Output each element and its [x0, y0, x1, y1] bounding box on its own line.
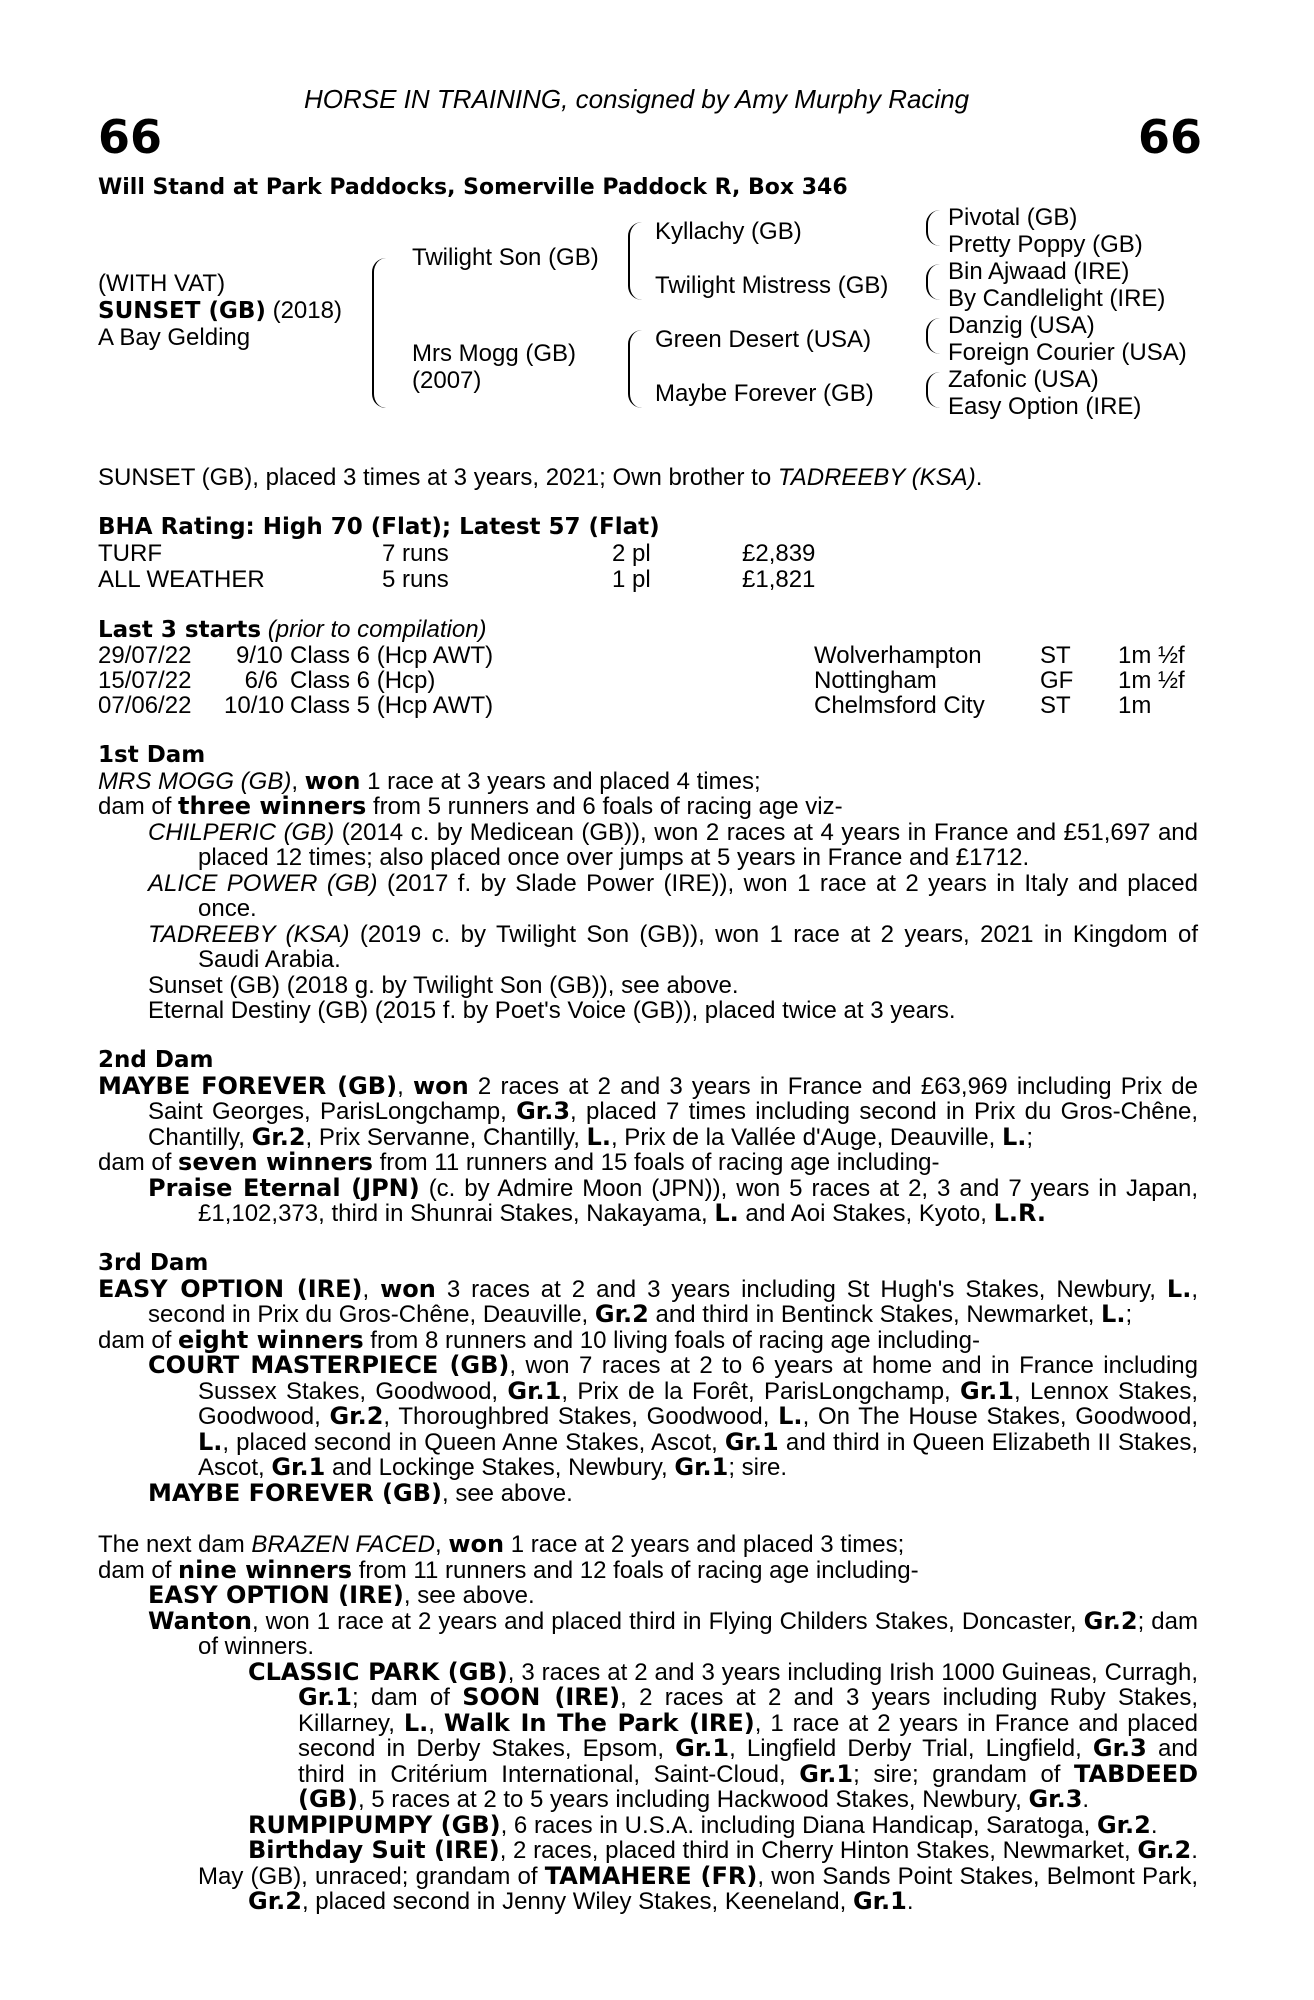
text-run: .	[1150, 1811, 1158, 1839]
text-run: , 2 races, placed third in Cherry Hinton Stakes, Newmarket,	[499, 1837, 1138, 1864]
text-run: , won 1 race at 2 years and placed third in Flying Childers Stakes, Doncaster,	[251, 1607, 1084, 1635]
text-run: 1 race at 3 years and placed 4 times;	[360, 767, 761, 795]
horse-description: A Bay Gelding	[98, 324, 251, 351]
produce-entry	[98, 922, 1198, 973]
text-run: ; dam of	[351, 1684, 463, 1711]
produce-name: TABDEED (GB)	[298, 1759, 1199, 1813]
produce-entry: Eternal Destiny (GB) (2015 f. by Poet's Voice (GB)), placed twice at 3 years.	[148, 997, 956, 1024]
grade-label: Gr.1	[507, 1376, 562, 1405]
rating-runs: 5 runs	[382, 566, 449, 593]
text-run: , 1 race at 2 years in France and placed second in Derby Stakes, Epsom,	[298, 1709, 1199, 1762]
rating-placed: 1 pl	[612, 566, 651, 593]
rating-runs: 7 runs	[382, 540, 449, 567]
horse-year: (2018)	[265, 297, 342, 324]
grade-label: Gr.2	[329, 1402, 384, 1430]
text-run: and third in Bentinck Stakes, Newmarket,	[648, 1301, 1102, 1328]
rating-surface: TURF	[98, 540, 162, 567]
text-run: and third in Critérium International, Saint-Cloud,	[298, 1735, 1198, 1788]
produce-name: Wanton	[148, 1606, 252, 1635]
text-run: , placed 7 times including second in Prix du Gros-Chêne, Chantilly,	[148, 1098, 1199, 1151]
text-run: (2014 c. by Medicean (GB)), won 2 races at 4 years in France and £51,697 and placed 12 times; also placed once over jumps at 5 years in France and £1712.	[198, 818, 1199, 871]
second-dam-heading: 2nd Dam	[98, 1047, 214, 1073]
produce-entry	[98, 1353, 1198, 1481]
text-run: , won Sands Point Stakes, Belmont Park,	[757, 1862, 1199, 1890]
summary-end: .	[975, 464, 983, 491]
grade-label: L.	[1002, 1122, 1027, 1151]
summary-brother: TADREEBY (KSA)	[777, 464, 976, 491]
produce-name: Birthday Suit (IRE)	[248, 1836, 500, 1864]
grade-label: Gr.2	[1137, 1836, 1192, 1864]
start-race: Class 6 (Hcp AWT)	[290, 642, 494, 669]
text-run: .	[1082, 1786, 1090, 1813]
text-run: ; dam of winners.	[198, 1607, 1198, 1660]
produce-name: MAYBE FOREVER (GB)	[148, 1478, 442, 1507]
produce-name: EASY OPTION (IRE)	[148, 1581, 404, 1609]
produce-entry	[98, 1173, 1198, 1227]
text-run: , see above.	[403, 1582, 535, 1609]
text-run: ;	[1125, 1301, 1133, 1328]
winners-count: seven winners	[178, 1148, 373, 1176]
pedigree-brace-sd	[926, 264, 942, 300]
grade-label: Gr.2	[594, 1300, 649, 1328]
start-going: ST	[1040, 692, 1071, 719]
text-run: ,	[435, 1531, 449, 1558]
produce-entry	[98, 1478, 1198, 1507]
produce-entry	[98, 1606, 1198, 1660]
pedigree-brace-dd	[926, 372, 942, 408]
text-run: dam of	[98, 1556, 179, 1584]
produce-name: TAMAHERE (FR)	[544, 1861, 758, 1890]
text-run: The next dam	[98, 1531, 252, 1558]
pedigree-dss: Danzig (USA)	[948, 312, 1095, 339]
dam-name: BRAZEN FACED	[251, 1531, 435, 1558]
text-run: , Lennox Stakes, Goodwood,	[198, 1377, 1199, 1430]
text-run: , see above.	[442, 1479, 573, 1507]
first-dam-section	[98, 743, 1198, 1024]
grade-label: L.	[778, 1402, 803, 1430]
stand-info: Will Stand at Park Paddocks, Somerville Paddock R, Box 346	[98, 175, 848, 200]
grade-label: L.	[198, 1427, 223, 1456]
pedigree-dam-dam: Maybe Forever (GB)	[655, 380, 874, 407]
third-dam-record: EASY OPTION (IRE), won 3 races at 2 and 3 years including St Hugh's Stakes, Newbury, L., second in Prix du Gros-Chêne, Deauville, Gr.2 and third in Bentinck Stakes, Newmarket, L.;	[98, 1274, 1198, 1328]
pedigree-dam-year: (2007)	[412, 367, 482, 394]
winners-count: three winners	[178, 792, 367, 820]
second-dam-produce-summary	[98, 1150, 1198, 1176]
rating-prize: £2,839	[742, 540, 816, 567]
won-label: won	[304, 766, 361, 795]
text-run: , 5 races at 2 to 5 years including Hackwood Stakes, Newbury,	[357, 1786, 1029, 1813]
consignment-header: HORSE IN TRAINING, consigned by Amy Murphy Racing	[304, 84, 970, 114]
start-race: Class 6 (Hcp)	[290, 667, 436, 694]
rating-placed: 2 pl	[612, 540, 651, 567]
produce-name: ALICE POWER (GB)	[148, 869, 378, 897]
start-going: ST	[1040, 642, 1071, 669]
text-run: , 3 races at 2 and 3 years including Irish 1000 Guineas, Curragh,	[507, 1658, 1198, 1686]
text-run: , Thoroughbred Stakes, Goodwood,	[383, 1403, 779, 1430]
lot-number-left: 66	[98, 110, 163, 164]
produce-name: RUMPIPUMPY (GB)	[248, 1810, 501, 1839]
second-dam-record: MAYBE FOREVER (GB), won 2 races at 2 and 3 years in France and £63,969 including Prix de Saint Georges, ParisLongchamp, Gr.3, placed 7 times including second in Prix du Gros-Chêne, Chantilly, Gr.2, Prix Servanne, Chantilly, L., Prix de la Vallée d'Auge, Deauville, L.;	[98, 1071, 1199, 1151]
winners-count: eight winners	[178, 1325, 364, 1354]
grade-label: L.R.	[993, 1199, 1047, 1227]
starts-heading-line	[98, 616, 487, 644]
text-run: from 8 runners and 10 living foals of racing age including-	[363, 1326, 980, 1354]
lot-number-right: 66	[1138, 110, 1203, 164]
start-going: GF	[1040, 667, 1074, 694]
summary-line	[98, 464, 982, 492]
pedigree-ssd: Pretty Poppy (GB)	[948, 231, 1143, 258]
grade-label: L.	[1101, 1300, 1126, 1328]
pedigree-sdd: By Candlelight (IRE)	[948, 285, 1166, 312]
grade-label: Gr.2	[1083, 1606, 1138, 1635]
rating-prize: £1,821	[742, 566, 816, 593]
text-run: ; sire; grandam of	[853, 1760, 1074, 1788]
text-run: 3 races at 2 and 3 years including St Hugh's Stakes, Newbury,	[435, 1275, 1167, 1303]
text-run: from 11 runners and 15 foals of racing age including-	[372, 1149, 940, 1176]
first-dam-heading: 1st Dam	[98, 742, 206, 768]
text-run: , Prix Servanne, Chantilly,	[305, 1123, 587, 1151]
start-position: 6/6	[244, 667, 278, 694]
text-run: 2 races at 2 and 3 years in France and £63,969 including Prix de Saint Georges, ParisLongchamp,	[148, 1072, 1198, 1125]
dam-name: MRS MOGG (GB)	[98, 767, 292, 795]
grade-label: Gr.1	[271, 1453, 326, 1481]
produce-entry: Sunset (GB) (2018 g. by Twilight Son (GB)), see above.	[148, 971, 739, 999]
grade-label: L.	[1166, 1274, 1192, 1303]
grade-label: Gr.1	[852, 1887, 907, 1915]
produce-name: CLASSIC PARK (GB)	[248, 1657, 508, 1686]
produce-name: Praise Eternal (JPN)	[148, 1173, 420, 1202]
text-run: , 6 races in U.S.A. including Diana Handicap, Saratoga,	[500, 1811, 1097, 1839]
grade-label: Gr.1	[298, 1683, 352, 1711]
grade-label: Gr.2	[248, 1887, 302, 1915]
pedigree-brace-dam	[628, 330, 644, 408]
start-distance: 1m	[1118, 692, 1152, 719]
horse-name: SUNSET (GB)	[98, 298, 266, 324]
next-dam-intro	[98, 1532, 1198, 1558]
pedigree-brace-ds	[926, 318, 942, 354]
start-course: Wolverhampton	[814, 642, 982, 669]
start-distance: 1m ½f	[1118, 667, 1185, 694]
pedigree-ddd: Easy Option (IRE)	[948, 393, 1142, 420]
pedigree-brace-main	[372, 258, 388, 408]
start-position: 10/10	[224, 692, 285, 719]
pedigree-sire: Twilight Son (GB)	[412, 244, 599, 271]
pedigree-brace-ss	[926, 210, 942, 246]
rating-heading: BHA Rating: High 70 (Flat); Latest 57 (Flat)	[98, 514, 660, 540]
first-dam-produce-summary	[98, 794, 1198, 820]
text-run: , Prix de la Vallée d'Auge, Deauville,	[610, 1123, 1002, 1151]
grade-label: Gr.1	[799, 1759, 854, 1788]
starts-note: (prior to compilation)	[261, 616, 487, 643]
grade-label: L.	[586, 1122, 611, 1151]
pedigree-dds: Zafonic (USA)	[948, 366, 1099, 393]
grade-label: Gr.1	[675, 1734, 730, 1762]
produce-name: Walk In The Park (IRE)	[443, 1708, 755, 1737]
grade-label: Gr.1	[960, 1376, 1014, 1405]
produce-entry	[98, 1583, 1198, 1609]
text-run: and third in Queen Elizabeth II Stakes, Ascot,	[198, 1428, 1198, 1481]
horse-name-line	[98, 297, 342, 325]
start-course: Nottingham	[814, 667, 937, 694]
third-dam-produce-summary	[98, 1325, 1198, 1354]
start-date: 29/07/22	[98, 642, 192, 669]
produce-entry	[98, 1838, 1198, 1864]
second-dam-section	[98, 1048, 1198, 1227]
won-label: won	[412, 1071, 469, 1100]
produce-entry	[98, 1657, 1199, 1813]
text-run: from 11 runners and 12 foals of racing age including-	[352, 1556, 919, 1584]
next-dam-produce-summary	[98, 1555, 1198, 1584]
start-date: 15/07/22	[98, 667, 192, 694]
start-course: Chelmsford City	[814, 692, 985, 719]
text-run: , Lingfield Derby Trial, Lingfield,	[729, 1735, 1093, 1762]
dam-name: MAYBE FOREVER (GB)	[98, 1071, 398, 1100]
text-run: ;	[1026, 1123, 1034, 1151]
grade-label: Gr.2	[251, 1122, 306, 1151]
produce-name: SOON (IRE)	[462, 1683, 621, 1711]
text-run: dam of	[98, 1326, 179, 1354]
start-date: 07/06/22	[98, 692, 192, 719]
produce-entry	[98, 820, 1198, 871]
text-run: , Prix de la Forêt, ParisLongchamp,	[561, 1377, 961, 1405]
start-position: 9/10	[236, 642, 283, 669]
text-run: dam of	[98, 793, 179, 820]
dam-name: EASY OPTION (IRE)	[98, 1274, 363, 1303]
text-run: , placed second in Jenny Wiley Stakes, Keeneland,	[301, 1888, 853, 1915]
third-dam-section	[98, 1251, 1198, 1506]
summary-text: SUNSET (GB), placed 3 times at 3 years, 2021; Own brother to	[98, 464, 778, 491]
start-distance: 1m ½f	[1118, 642, 1185, 669]
vat-label: (WITH VAT)	[98, 270, 226, 297]
text-run: , 2 races at 2 and 3 years including Ruby Stakes, Killarney,	[298, 1684, 1199, 1737]
text-run: 1 race at 2 years and placed 3 times;	[504, 1531, 905, 1558]
produce-name: CHILPERIC (GB)	[148, 818, 335, 846]
text-run: .	[1191, 1837, 1198, 1864]
third-dam-heading: 3rd Dam	[98, 1250, 209, 1276]
pedigree-sire-sire: Kyllachy (GB)	[655, 218, 802, 245]
produce-entry	[98, 871, 1198, 922]
text-run: dam of	[98, 1149, 179, 1176]
grade-label: Gr.2	[1096, 1810, 1151, 1839]
produce-entry	[98, 1810, 1198, 1839]
rating-surface: ALL WEATHER	[98, 566, 265, 593]
text-run: , second in Prix du Gros-Chêne, Deauville,	[148, 1275, 1198, 1328]
text-run: , won 7 races at 2 to 6 years at home and in France including Sussex Stakes, Goodwood,	[198, 1352, 1198, 1405]
text-run: (2019 c. by Twilight Son (GB)), won 1 race at 2 years, 2021 in Kingdom of Saudi Arabia.	[198, 920, 1199, 973]
grade-label: Gr.1	[674, 1453, 729, 1481]
text-run: (c. by Admire Moon (JPN)), won 5 races at 2, 3 and 7 years in Japan, £1,102,373, third in Shunrai Stakes, Nakayama,	[198, 1174, 1198, 1227]
text-run: ; sire.	[728, 1454, 787, 1481]
won-label: won	[380, 1274, 436, 1303]
text-run: , placed second in Queen Anne Stakes, Ascot,	[222, 1428, 725, 1456]
first-dam-intro: MRS MOGG (GB), won 1 race at 3 years and placed 4 times;	[98, 766, 761, 795]
pedigree-dam: Mrs Mogg (GB)	[412, 340, 577, 367]
pedigree-sds: Bin Ajwaad (IRE)	[948, 258, 1130, 285]
text-run: .	[906, 1888, 914, 1915]
grade-label: Gr.3	[516, 1097, 571, 1125]
produce-name: TADREEBY (KSA)	[148, 920, 350, 948]
grade-label: Gr.1	[724, 1427, 779, 1456]
next-dam-section	[98, 1532, 1198, 1915]
text-run: and Lockinge Stakes, Newbury,	[325, 1454, 675, 1481]
pedigree-sire-dam: Twilight Mistress (GB)	[655, 272, 889, 299]
start-race: Class 5 (Hcp AWT)	[290, 692, 494, 719]
pedigree-dsd: Foreign Courier (USA)	[948, 339, 1187, 366]
winners-count: nine winners	[178, 1555, 353, 1584]
produce-name: COURT MASTERPIECE (GB)	[148, 1351, 510, 1379]
text-run: and Aoi Stakes, Kyoto,	[738, 1200, 994, 1227]
grade-label: Gr.3	[1092, 1734, 1147, 1762]
grade-label: L.	[403, 1708, 429, 1737]
text-run: ,	[428, 1709, 444, 1737]
grade-label: Gr.3	[1028, 1785, 1083, 1813]
pedigree-dam-sire: Green Desert (USA)	[655, 326, 872, 353]
pedigree-brace-sire	[628, 222, 644, 300]
starts-heading: Last 3 starts	[98, 617, 262, 643]
won-label: won	[448, 1530, 505, 1558]
text-run: May (GB), unraced; grandam of	[198, 1862, 545, 1890]
produce-entry	[98, 1861, 1199, 1915]
pedigree-sss: Pivotal (GB)	[948, 204, 1078, 231]
text-run: from 5 runners and 6 foals of racing age viz-	[366, 793, 843, 820]
grade-label: L.	[714, 1199, 739, 1227]
text-run: , On The House Stakes, Goodwood,	[802, 1403, 1198, 1430]
text-run: (2017 f. by Slade Power (IRE)), won 1 race at 2 years in Italy and placed once.	[198, 869, 1199, 922]
